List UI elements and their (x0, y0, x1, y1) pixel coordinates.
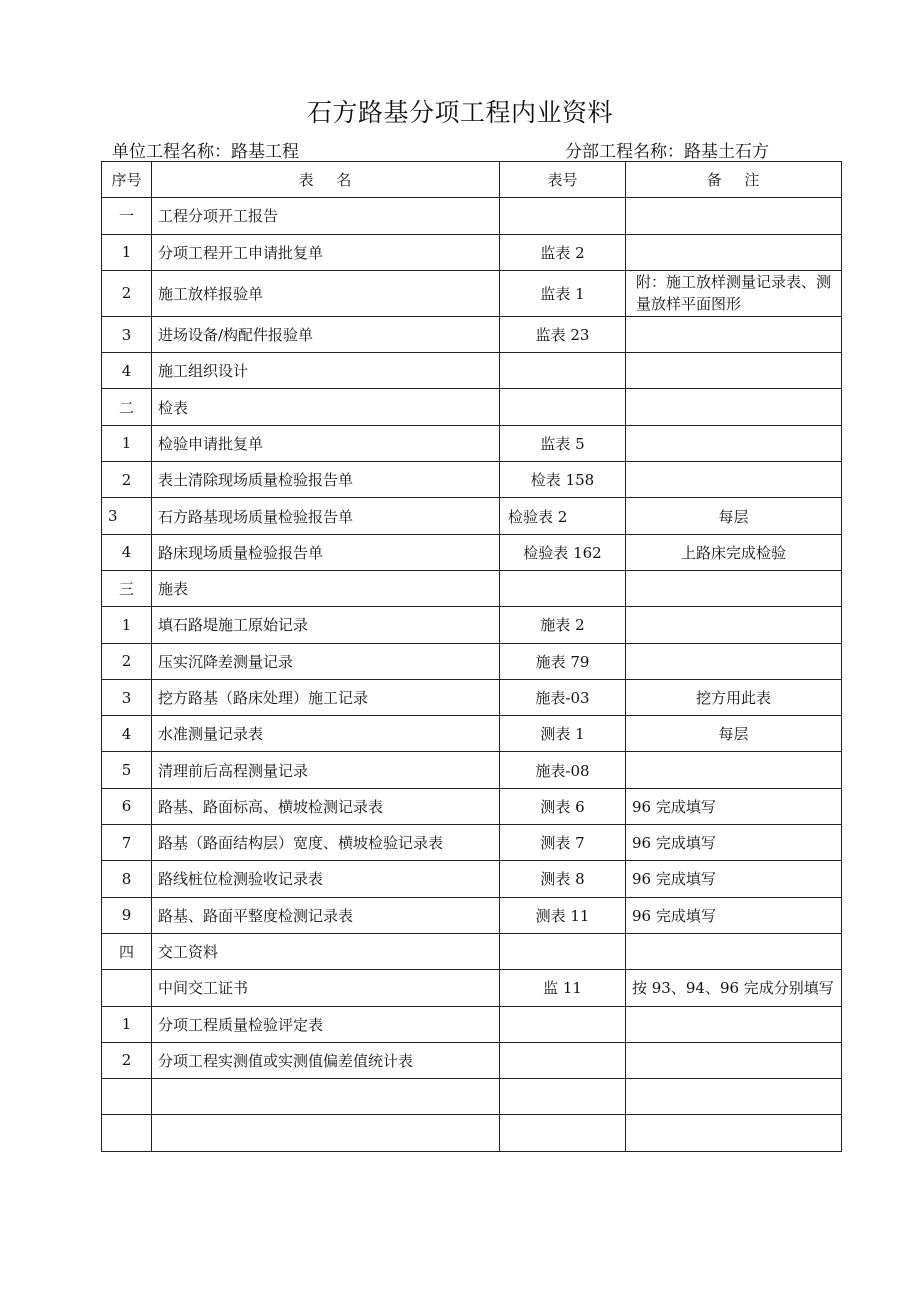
table-row (102, 1079, 842, 1115)
cell-form-no (500, 1042, 626, 1078)
cell-form-no: 检验表 162 (500, 534, 626, 570)
cell-name: 水准测量记录表 (152, 716, 500, 752)
cell-form-no: 施表 2 (500, 607, 626, 643)
cell-name: 工程分项开工报告 (152, 198, 500, 234)
header-note: 备 注 (626, 162, 842, 198)
cell-form-no (500, 1079, 626, 1115)
cell-name: 路床现场质量检验报告单 (152, 534, 500, 570)
cell-note: 附：施工放样测量记录表、测量放样平面图形 (626, 270, 842, 316)
cell-form-no: 施表-08 (500, 752, 626, 788)
cell-note (626, 570, 842, 606)
cell-form-no: 检表 158 (500, 462, 626, 498)
table-row (102, 1006, 842, 1042)
cell-form-no (500, 1006, 626, 1042)
cell-note: 每层 (626, 498, 842, 534)
cell-form-no: 监表 5 (500, 425, 626, 461)
table-row (102, 716, 842, 752)
cell-seq: 1 (102, 1006, 152, 1042)
table-row (102, 752, 842, 788)
cell-form-no: 施表 79 (500, 643, 626, 679)
table-row (102, 1042, 842, 1078)
cell-form-no: 测表 8 (500, 861, 626, 897)
cell-name: 检表 (152, 389, 500, 425)
cell-seq: 5 (102, 752, 152, 788)
cell-note (626, 752, 842, 788)
cell-name: 压实沉降差测量记录 (152, 643, 500, 679)
table-row (102, 570, 842, 606)
cell-name (152, 1079, 500, 1115)
cell-note (626, 1115, 842, 1151)
cell-seq (102, 1079, 152, 1115)
table-row (102, 498, 842, 534)
cell-seq: 1 (102, 425, 152, 461)
cell-note: 按 93、94、96 完成分别填写 (626, 970, 842, 1006)
cell-seq: 2 (102, 1042, 152, 1078)
cell-note: 每层 (626, 716, 842, 752)
cell-seq: 2 (102, 462, 152, 498)
cell-form-no: 施表-03 (500, 679, 626, 715)
unit-project-name: 单位工程名称：路基工程 (112, 142, 299, 162)
cell-form-no: 检验表 2 (500, 498, 626, 534)
cell-note (626, 607, 842, 643)
cell-form-no: 监 11 (500, 970, 626, 1006)
cell-note (626, 1079, 842, 1115)
cell-seq (102, 970, 152, 1006)
cell-name: 进场设备/构配件报验单 (152, 316, 500, 352)
header-seq: 序号 (102, 162, 152, 198)
cell-name: 检验申请批复单 (152, 425, 500, 461)
cell-form-no: 测表 1 (500, 716, 626, 752)
cell-seq: 9 (102, 897, 152, 933)
cell-seq: 8 (102, 861, 152, 897)
cell-seq: 1 (102, 607, 152, 643)
cell-name: 挖方路基（路床处理）施工记录 (152, 679, 500, 715)
table-row (102, 198, 842, 234)
cell-name: 路线桩位检测验收记录表 (152, 861, 500, 897)
cell-form-no: 监表 2 (500, 234, 626, 270)
cell-note (626, 425, 842, 461)
cell-name: 填石路堤施工原始记录 (152, 607, 500, 643)
cell-note: 上路床完成检验 (626, 534, 842, 570)
cell-seq (102, 1115, 152, 1151)
cell-seq: 6 (102, 788, 152, 824)
table-row (102, 270, 842, 316)
cell-note (626, 462, 842, 498)
cell-form-no (500, 570, 626, 606)
cell-note (626, 316, 842, 352)
cell-name: 路基、路面标高、横坡检测记录表 (152, 788, 500, 824)
cell-name: 分项工程实测值或实测值偏差值统计表 (152, 1042, 500, 1078)
cell-form-no: 监表 1 (500, 270, 626, 316)
cell-name: 分项工程质量检验评定表 (152, 1006, 500, 1042)
header-name: 表 名 (152, 162, 500, 198)
cell-note: 挖方用此表 (626, 679, 842, 715)
table-row (102, 933, 842, 969)
cell-name: 施工放样报验单 (152, 270, 500, 316)
cell-form-no (500, 198, 626, 234)
cell-name: 交工资料 (152, 933, 500, 969)
cell-seq: 2 (102, 643, 152, 679)
table-row (102, 607, 842, 643)
cell-note: 96 完成填写 (626, 897, 842, 933)
cell-seq: 1 (102, 234, 152, 270)
cell-seq: 三 (102, 570, 152, 606)
table-row (102, 643, 842, 679)
table-row (102, 462, 842, 498)
cell-form-no (500, 1115, 626, 1151)
cell-seq: 一 (102, 198, 152, 234)
cell-name: 施工组织设计 (152, 353, 500, 389)
cell-name: 表土清除现场质量检验报告单 (152, 462, 500, 498)
cell-name: 分项工程开工申请批复单 (152, 234, 500, 270)
table-row (102, 825, 842, 861)
materials-table (101, 161, 842, 1152)
table-row (102, 679, 842, 715)
cell-seq: 4 (102, 534, 152, 570)
cell-form-no (500, 389, 626, 425)
sub-project-name: 分部工程名称：路基土石方 (565, 142, 769, 162)
table-row (102, 353, 842, 389)
table-row (102, 389, 842, 425)
table-header-row (102, 162, 842, 198)
table-row (102, 234, 842, 270)
cell-form-no (500, 353, 626, 389)
page-title: 石方路基分项工程内业资料 (306, 98, 613, 127)
cell-note (626, 198, 842, 234)
cell-name: 中间交工证书 (152, 970, 500, 1006)
cell-note (626, 389, 842, 425)
header-form-no: 表号 (500, 162, 626, 198)
cell-form-no: 测表 6 (500, 788, 626, 824)
cell-note: 96 完成填写 (626, 788, 842, 824)
cell-name (152, 1115, 500, 1151)
table-row (102, 425, 842, 461)
cell-form-no: 测表 7 (500, 825, 626, 861)
cell-name: 路基（路面结构层）宽度、横坡检验记录表 (152, 825, 500, 861)
table-row (102, 970, 842, 1006)
table-row (102, 534, 842, 570)
cell-seq: 2 (102, 270, 152, 316)
cell-note (626, 1006, 842, 1042)
table-row (102, 788, 842, 824)
cell-name: 路基、路面平整度检测记录表 (152, 897, 500, 933)
cell-form-no: 测表 11 (500, 897, 626, 933)
cell-name: 施表 (152, 570, 500, 606)
cell-note: 96 完成填写 (626, 825, 842, 861)
cell-note (626, 643, 842, 679)
cell-note (626, 1042, 842, 1078)
cell-form-no (500, 933, 626, 969)
cell-seq: 3 (102, 498, 152, 534)
cell-note: 96 完成填写 (626, 861, 842, 897)
cell-seq: 二 (102, 389, 152, 425)
table-row (102, 1115, 842, 1151)
cell-note (626, 234, 842, 270)
table-row (102, 897, 842, 933)
cell-note (626, 933, 842, 969)
cell-note (626, 353, 842, 389)
cell-seq: 3 (102, 316, 152, 352)
table-row (102, 861, 842, 897)
cell-seq: 3 (102, 679, 152, 715)
cell-form-no: 监表 23 (500, 316, 626, 352)
cell-name: 石方路基现场质量检验报告单 (152, 498, 500, 534)
cell-seq: 4 (102, 353, 152, 389)
cell-seq: 4 (102, 716, 152, 752)
cell-name: 清理前后高程测量记录 (152, 752, 500, 788)
table-row (102, 316, 842, 352)
cell-seq: 7 (102, 825, 152, 861)
cell-seq: 四 (102, 933, 152, 969)
